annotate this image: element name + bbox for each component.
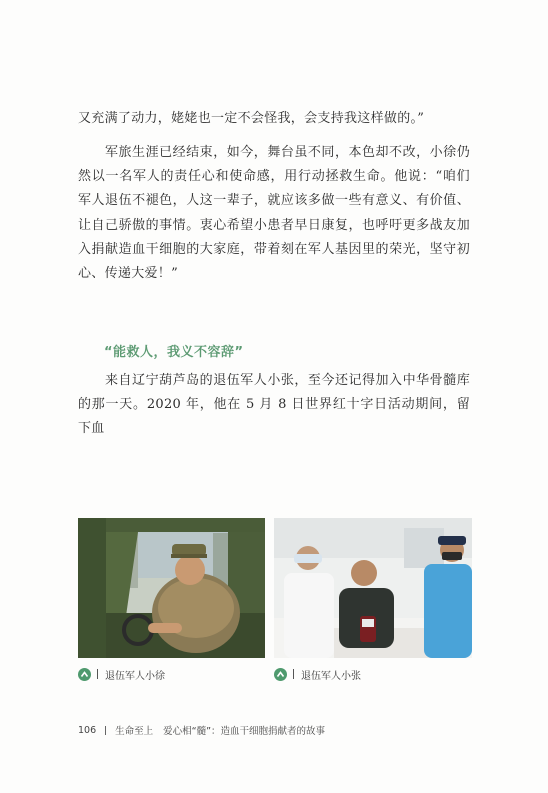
caption-left [78, 666, 165, 682]
caption-divider [97, 669, 98, 679]
paragraph-zhang-intro: 来自辽宁葫芦岛的退伍军人小张，至今还记得加入中华骨髓库的那一天。2020 年，他在 5 月 8 日世界红十字日活动期间，留下血 [78, 373, 470, 437]
section-heading: “能救人，我义不容辞” [104, 345, 244, 360]
caption-text: 退伍军人小张 [301, 670, 361, 682]
book-title: 生命至上 [115, 726, 154, 737]
caption-right [274, 666, 361, 682]
page-number: 106 [78, 724, 97, 736]
page-footer [78, 723, 325, 737]
caption-divider [293, 669, 294, 679]
photo-veteran-xu [78, 518, 265, 658]
footer-divider [105, 726, 106, 735]
paragraph-xu-statement: 军旅生涯已经结束，如今，舞台虽不同，本色却不改，小徐仍然以一名军人的责任心和使命感，用行动拯救生命。他说：“咱们军人退伍不褪色，人这一辈子，就应该多做一些有意义、有价值、让自己骄傲的事情。衷心希望小患者早日康复，也呼吁更多战友加入捐献造血干细胞的大家庭，带着刻在军人基因里的荣光，坚守初心、传递大爱！” [78, 145, 470, 282]
paragraph-continuation: 又充满了动力，姥姥也一定不会怪我，会支持我这样做的。” [78, 111, 425, 126]
chapter-title: 爱心相“髓”：造血干细胞捐献者的故事 [163, 726, 325, 737]
chevron-up-circle-icon [274, 668, 287, 681]
photo-veteran-zhang [274, 518, 472, 658]
chevron-up-circle-icon [78, 668, 91, 681]
caption-text: 退伍军人小徐 [105, 670, 165, 682]
